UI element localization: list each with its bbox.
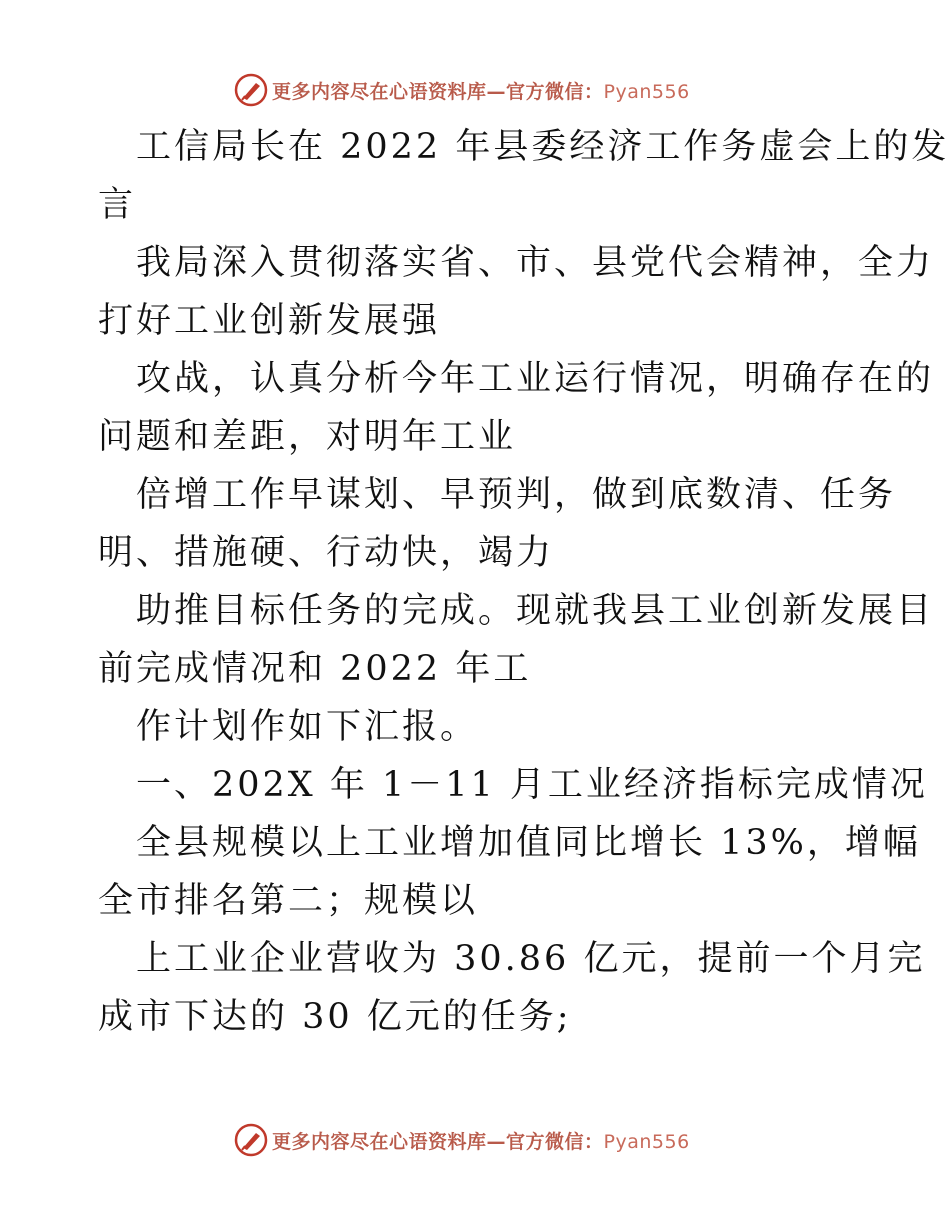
paragraph-line: 明、措施硬、行动快，竭力 [98, 533, 555, 573]
quill-pen-icon [234, 73, 268, 107]
paragraph-line: 我局深入贯彻落实省、市、县党代会精神，全力 [136, 243, 935, 283]
paragraph-line: 倍增工作早谋划、早预判，做到底数清、任务 [136, 475, 897, 515]
paragraph-line: 作计划作如下汇报。 [136, 707, 479, 747]
quill-pen-icon [234, 1123, 268, 1157]
watermark-text [272, 1127, 690, 1154]
paragraph-line: 全县规模以上工业增加值同比增长 13%，增幅 [136, 823, 921, 863]
paragraph-line: 前完成情况和 2022 年工 [98, 649, 532, 689]
paragraph-line: 上工业企业营收为 30.86 亿元，提前一个月完 [136, 939, 926, 979]
title-line-1: 工信局长在 2022 年县委经济工作务虚会上的发 [136, 127, 950, 167]
document-body [98, 118, 950, 1046]
header-watermark [234, 72, 690, 108]
watermark-text-cn: 更多内容尽在心语资料库—官方微信： [272, 1130, 604, 1153]
paragraph-line: 问题和差距，对明年工业 [98, 417, 517, 457]
watermark-text-en: Pyan556 [603, 80, 690, 103]
paragraph-line: 打好工业创新发展强 [98, 301, 441, 341]
paragraph-line: 助推目标任务的完成。现就我县工业创新发展目 [136, 591, 935, 631]
paragraph-line: 攻战，认真分析今年工业运行情况，明确存在的 [136, 359, 935, 399]
section-heading: 一、202X 年 1－11 月工业经济指标完成情况 [136, 765, 928, 805]
watermark-text-en: Pyan556 [603, 1130, 690, 1153]
watermark-text-cn: 更多内容尽在心语资料库—官方微信： [272, 80, 604, 103]
paragraph-line: 全市排名第二；规模以 [98, 881, 479, 921]
title-line-2: 言 [98, 185, 137, 225]
paragraph-line: 成市下达的 30 亿元的任务; [98, 997, 572, 1037]
footer-watermark [234, 1122, 690, 1158]
watermark-text [272, 77, 690, 104]
